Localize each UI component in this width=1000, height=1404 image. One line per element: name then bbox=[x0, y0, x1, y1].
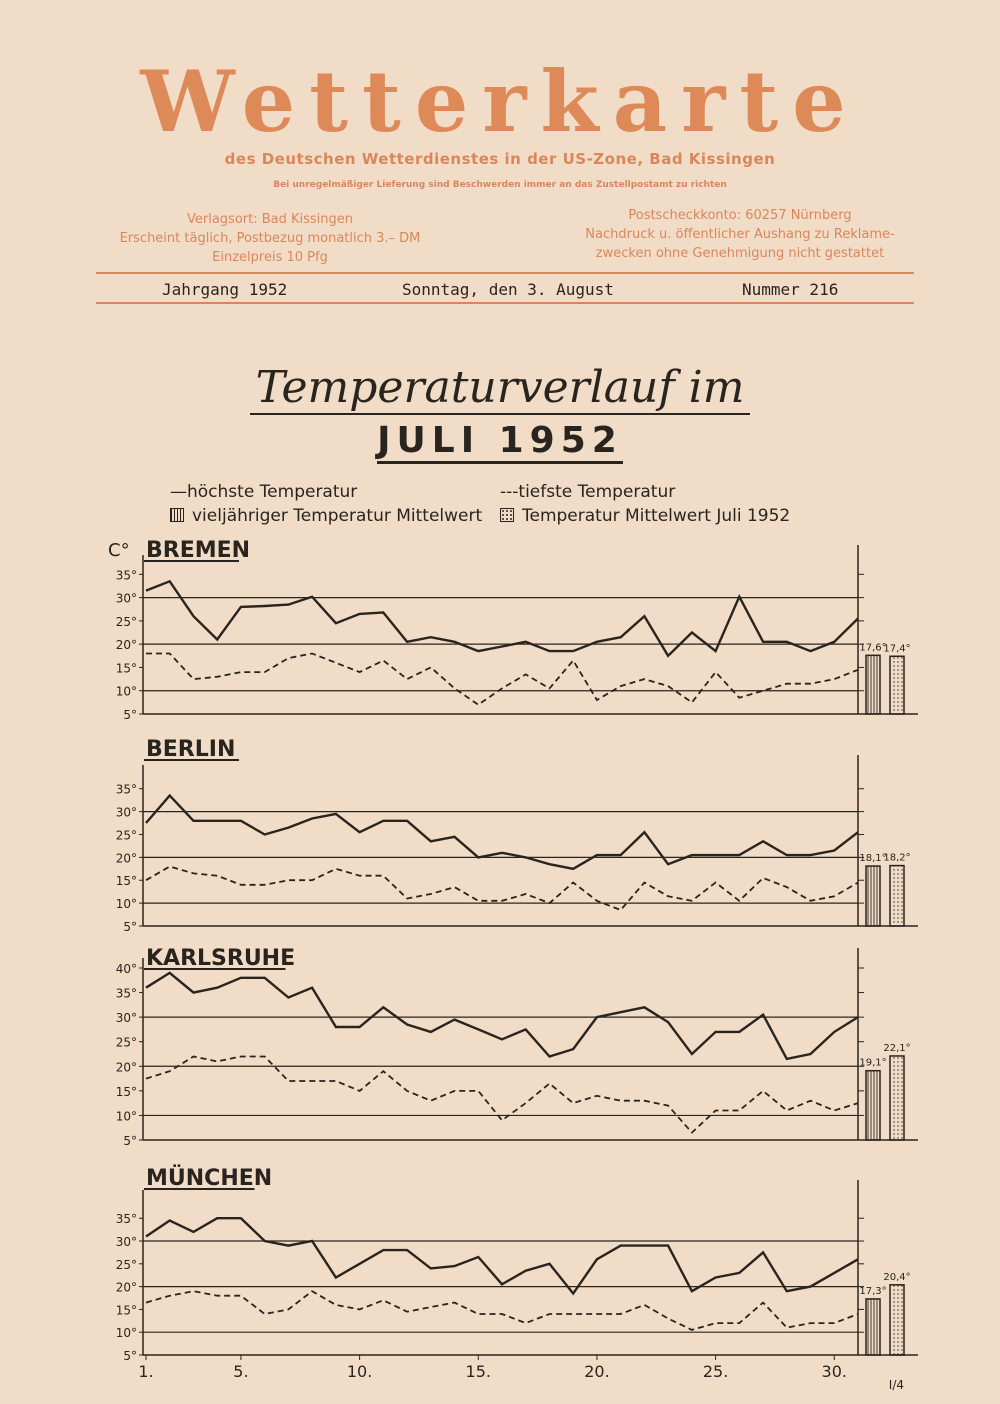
unit-label: C° bbox=[108, 540, 130, 561]
y-tick-label: 10° bbox=[115, 1326, 137, 1341]
bar-value-label: 19,1° bbox=[859, 1057, 887, 1069]
y-tick-label: 35° bbox=[115, 1212, 137, 1227]
y-tick-label: 20° bbox=[115, 1060, 137, 1075]
x-tick-label: 25. bbox=[702, 1362, 729, 1381]
chart-berlin bbox=[116, 737, 918, 934]
y-tick-label: 10° bbox=[115, 897, 137, 912]
subscription-price: Erscheint täglich, Postbezug monatlich 3.– DM bbox=[119, 231, 421, 246]
legend-longterm-label: vieljähriger Temperatur Mittelwert bbox=[192, 506, 483, 526]
y-tick-label: 30° bbox=[115, 1011, 137, 1026]
x-tick-label: 5. bbox=[233, 1362, 249, 1381]
postal-account: Postscheckkonto: 60257 Nürnberg bbox=[628, 208, 852, 223]
masthead: Wetterkarte bbox=[140, 52, 860, 151]
longterm-mean-bar bbox=[866, 866, 880, 926]
x-tick-label: 10. bbox=[346, 1362, 373, 1381]
y-tick-label: 25° bbox=[115, 1035, 137, 1050]
y-tick-label: 25° bbox=[115, 614, 137, 629]
y-tick-label: 10° bbox=[115, 684, 137, 699]
mean-1952-bar bbox=[890, 866, 904, 926]
bar-value-label: 18,1° bbox=[859, 853, 887, 865]
longterm-mean-bar bbox=[866, 1071, 880, 1140]
dashed-line-icon: --- bbox=[500, 482, 519, 502]
y-tick-label: 15° bbox=[115, 874, 137, 889]
issue-year: Jahrgang 1952 bbox=[162, 280, 288, 299]
longterm-mean-bar bbox=[866, 1299, 880, 1355]
y-tick-label: 25° bbox=[115, 828, 137, 843]
chart-title: BERLIN bbox=[146, 737, 236, 762]
issue-date: Sonntag, den 3. August bbox=[402, 280, 614, 299]
max-temperature-line bbox=[146, 1218, 858, 1293]
y-tick-label: 15° bbox=[115, 1084, 137, 1099]
y-tick-label: 5° bbox=[123, 708, 137, 722]
x-tick-label: 20. bbox=[584, 1362, 610, 1381]
legend-mean1952-label: Temperatur Mittelwert Juli 1952 bbox=[522, 506, 791, 526]
y-tick-label: 20° bbox=[115, 638, 137, 653]
y-tick-label: 20° bbox=[115, 851, 137, 866]
reprint-notice-2: zwecken ohne Genehmigung nicht gestattet bbox=[595, 246, 885, 261]
chart-bremen bbox=[116, 538, 918, 722]
page-title-text: Temperaturverlauf im bbox=[250, 362, 751, 415]
y-tick-label: 30° bbox=[115, 591, 137, 606]
y-tick-label: 40° bbox=[115, 962, 137, 976]
bar-value-label: 20,4° bbox=[883, 1271, 911, 1283]
solid-line-icon: — bbox=[170, 482, 187, 502]
publishing-place: Verlagsort: Bad Kissingen bbox=[186, 212, 354, 227]
y-tick-label: 5° bbox=[123, 1134, 137, 1148]
chart-karlsruhe bbox=[116, 946, 918, 1148]
longterm-mean-bar bbox=[866, 655, 880, 714]
y-tick-label: 35° bbox=[115, 568, 137, 583]
max-temperature-line bbox=[146, 973, 858, 1059]
mean-1952-bar bbox=[890, 1285, 904, 1355]
bar-value-label: 18,2° bbox=[883, 852, 911, 864]
delivery-notice: Bei unregelmäßiger Lieferung sind Beschwerden immer an das Zustellpostamt zu richten bbox=[273, 180, 727, 190]
chart-title: MÜNCHEN bbox=[146, 1166, 273, 1191]
min-temperature-line bbox=[146, 1291, 858, 1330]
x-tick-label: 15. bbox=[465, 1362, 491, 1381]
chart-title: BREMEN bbox=[146, 538, 251, 563]
legend-max-label: höchste Temperatur bbox=[187, 482, 358, 502]
bar-value-label: 17,4° bbox=[883, 643, 911, 655]
bar-value-label: 22,1° bbox=[883, 1042, 911, 1054]
y-tick-label: 15° bbox=[115, 1303, 137, 1318]
y-tick-label: 10° bbox=[115, 1109, 137, 1124]
min-temperature-line bbox=[146, 1057, 858, 1133]
y-tick-label: 20° bbox=[115, 1280, 137, 1295]
x-tick-label: 1. bbox=[138, 1362, 154, 1381]
mean-1952-bar bbox=[890, 1056, 904, 1140]
publisher-subtitle: des Deutschen Wetterdienstes in der US-Zone, Bad Kissingen bbox=[224, 150, 776, 168]
y-tick-label: 15° bbox=[115, 661, 137, 676]
mean-1952-bar bbox=[890, 656, 904, 714]
y-tick-label: 30° bbox=[115, 805, 137, 820]
page-subtitle-text: JULI 1952 bbox=[377, 420, 623, 464]
legend-min-label: tiefste Temperatur bbox=[518, 482, 676, 502]
y-tick-label: 35° bbox=[115, 782, 137, 797]
bar-value-label: 17,3° bbox=[859, 1285, 887, 1297]
chart-münchen bbox=[116, 1165, 918, 1381]
y-tick-label: 30° bbox=[115, 1235, 137, 1250]
y-tick-label: 35° bbox=[115, 986, 137, 1001]
page-mark: I/4 bbox=[888, 1378, 904, 1392]
reprint-notice-1: Nachdruck u. öffentlicher Aushang zu Reklame- bbox=[585, 227, 895, 242]
issue-number: Nummer 216 bbox=[742, 280, 839, 299]
min-temperature-line bbox=[146, 654, 858, 705]
chart-title: KARLSRUHE bbox=[146, 946, 296, 971]
y-tick-label: 25° bbox=[115, 1257, 137, 1272]
x-tick-label: 30. bbox=[821, 1362, 847, 1381]
bar-value-label: 17,6° bbox=[859, 642, 887, 654]
y-tick-label: 5° bbox=[123, 1349, 137, 1363]
y-tick-label: 5° bbox=[123, 920, 137, 934]
single-price: Einzelpreis 10 Pfg bbox=[212, 250, 328, 265]
